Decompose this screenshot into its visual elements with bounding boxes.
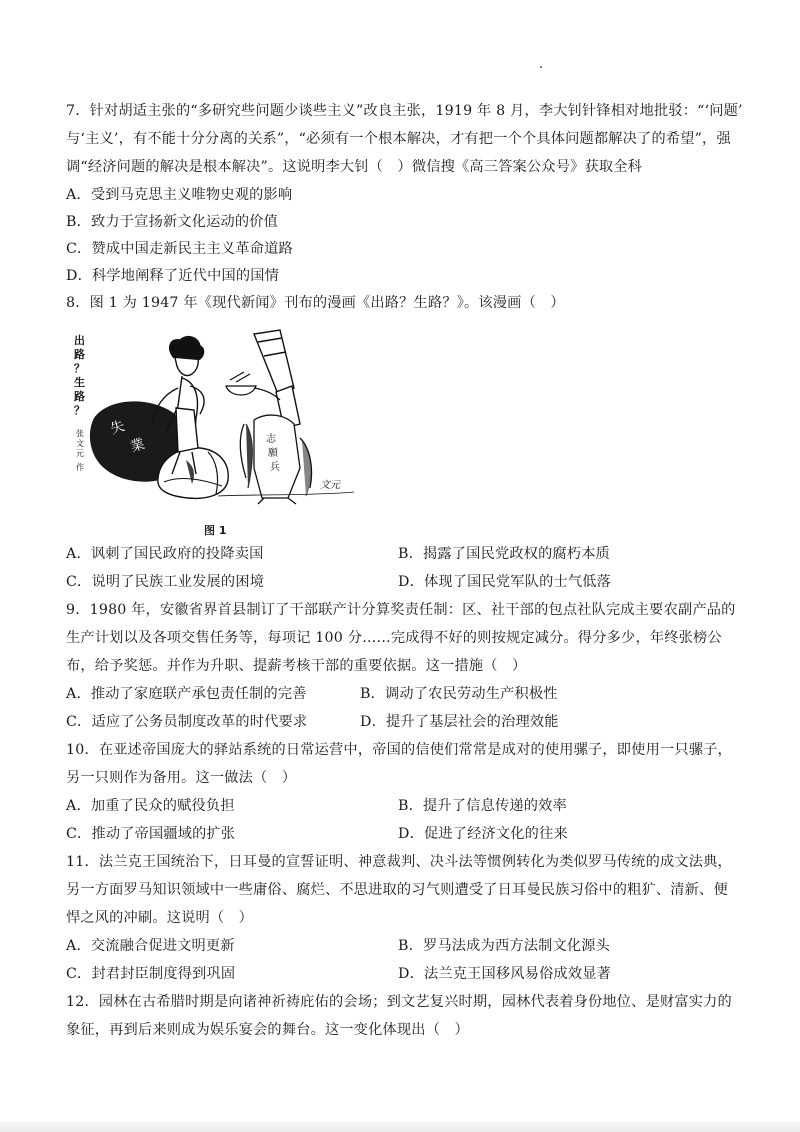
svg-text:张: 张 bbox=[76, 429, 84, 438]
q12-stem-line-2: 象征，再到后来则成为娱乐宴会的舞台。这一变化体现出（ ） bbox=[66, 1022, 469, 1038]
q9-stem-line-3: 布，给予奖惩。并作为升职、提薪考核干部的重要依据。这一措施（ ） bbox=[66, 658, 527, 674]
q10-option-c: C．推动了帝国疆域的扩张 bbox=[66, 826, 236, 842]
q7-stem-line-3: 调“经济问题的解决是根本解决”。这说明李大钊（ ）微信搜《高三答案公众号》获取全科 bbox=[66, 159, 643, 175]
q9-option-c: C．适应了公务员制度改革的时代要求 bbox=[66, 714, 308, 730]
q9-stem-line-2: 生产计划以及各项交售任务等，每项记 100 分……完成得不好的则按规定减分。得分多少，年终张榜公 bbox=[66, 630, 722, 646]
figure-caption: 图 1 bbox=[204, 524, 227, 537]
q7-stem-line-2: 与‘主义’，有不能十分分离的关系”，“必须有一个根本解决，才有把一个个具体问题都解决了的希望”，强 bbox=[66, 131, 731, 147]
svg-text:？: ？ bbox=[74, 404, 85, 417]
svg-text:元: 元 bbox=[76, 449, 84, 458]
q7-option-a: A．受到马克思主义唯物史观的影响 bbox=[66, 187, 293, 203]
q10-option-a: A．加重了民众的赋役负担 bbox=[66, 798, 235, 814]
q10-option-d: D．促进了经济文化的往来 bbox=[398, 826, 568, 842]
scan-dot bbox=[540, 66, 542, 68]
cartoon-signature: 文元 bbox=[320, 480, 340, 491]
q8-option-b: B．揭露了国民党政权的腐朽本质 bbox=[398, 546, 611, 562]
q11-stem-line-2: 另一方面罗马知识领域中一些庸俗、腐烂、不思进取的习气则遭受了日耳曼民族习俗中的粗犷、清新、便 bbox=[66, 882, 728, 898]
rifle-figure bbox=[254, 330, 300, 428]
q12-stem-line-1: 12．园林在古希腊时期是向诸神祈祷庇佑的会场；到文艺复兴时期，园林代表着身份地位、是财富实力的 bbox=[66, 994, 732, 1010]
q10-option-b: B．提升了信息传递的效率 bbox=[398, 798, 567, 814]
q7-option-b: B．致力于宣扬新文化运动的价值 bbox=[66, 214, 279, 230]
q8-option-c: C．说明了民族工业发展的困境 bbox=[66, 574, 265, 590]
svg-text:文: 文 bbox=[76, 439, 84, 448]
svg-text:路: 路 bbox=[74, 390, 85, 403]
q9-option-d: D．提升了基层社会的治理效能 bbox=[360, 714, 559, 730]
q11-option-b: B．罗马法成为西方法制文化源头 bbox=[398, 938, 611, 954]
svg-text:兵: 兵 bbox=[270, 462, 280, 473]
svg-text:路: 路 bbox=[74, 348, 85, 361]
q7-option-d: D．科学地阐释了近代中国的国情 bbox=[66, 268, 280, 284]
svg-text:出: 出 bbox=[74, 334, 85, 347]
q11-option-c: C．封君封臣制度得到巩固 bbox=[66, 966, 236, 982]
q11-stem-line-3: 悍之风的冲刷。这说明（ ） bbox=[66, 910, 254, 926]
cartoon-author-vertical bbox=[76, 429, 84, 472]
q8-option-a: A．讽刺了国民政府的投降卖国 bbox=[66, 546, 264, 562]
page-bottom-edge bbox=[0, 1122, 800, 1132]
volunteer-soldier bbox=[240, 415, 311, 504]
q8-option-d: D．体现了国民党军队的士气低落 bbox=[398, 574, 612, 590]
q9-option-a: A．推动了家庭联产承包责任制的完善 bbox=[66, 686, 307, 702]
q11-stem-line-1: 11．法兰克王国统治下，日耳曼的宣誓证明、神意裁判、决斗法等惯例转化为类似罗马传统的成文法典， bbox=[66, 854, 732, 870]
q11-option-d: D．法兰克王国移风易俗成效显著 bbox=[398, 966, 612, 982]
q8-stem-line-1: 8．图 1 为 1947 年《现代新闻》刊布的漫画《出路？生路？》。该漫画（ ） bbox=[66, 295, 565, 311]
svg-text:業: 業 bbox=[128, 436, 147, 456]
q10-stem-line-2: 另一只则作为备用。这一做法（ ） bbox=[66, 770, 297, 786]
svg-text:生: 生 bbox=[74, 376, 85, 389]
cartoon-title-vertical bbox=[74, 333, 85, 417]
q7-stem-line-1: 7．针对胡适主张的“多研究些问题少谈些主义”改良主张，1919 年 8 月，李大钊针锋相对地批驳：“‘问题’ bbox=[66, 103, 743, 119]
svg-text:願: 願 bbox=[268, 448, 278, 459]
q11-option-a: A．交流融合促进文明更新 bbox=[66, 938, 235, 954]
q9-stem-line-1: 9．1980 年，安徽省界首县制订了干部联产计分算奖责任制：区、社干部的包点社队完成主要农副产品的 bbox=[66, 602, 736, 618]
q9-option-b: B．调动了农民劳动生产积极性 bbox=[360, 686, 558, 702]
svg-text:？: ？ bbox=[74, 362, 85, 375]
cartoon-figure bbox=[68, 328, 364, 506]
q7-option-c: C．赞成中国走新民主主义革命道路 bbox=[66, 241, 293, 257]
label-unemployment: 失 bbox=[108, 418, 127, 438]
q10-stem-line-1: 10．在亚述帝国庞大的驿站系统的日常运营中，帝国的信使们常常是成对的使用骡子，即使用一只骡子， bbox=[66, 742, 732, 758]
svg-text:作: 作 bbox=[76, 463, 84, 472]
svg-text:志: 志 bbox=[266, 434, 276, 445]
